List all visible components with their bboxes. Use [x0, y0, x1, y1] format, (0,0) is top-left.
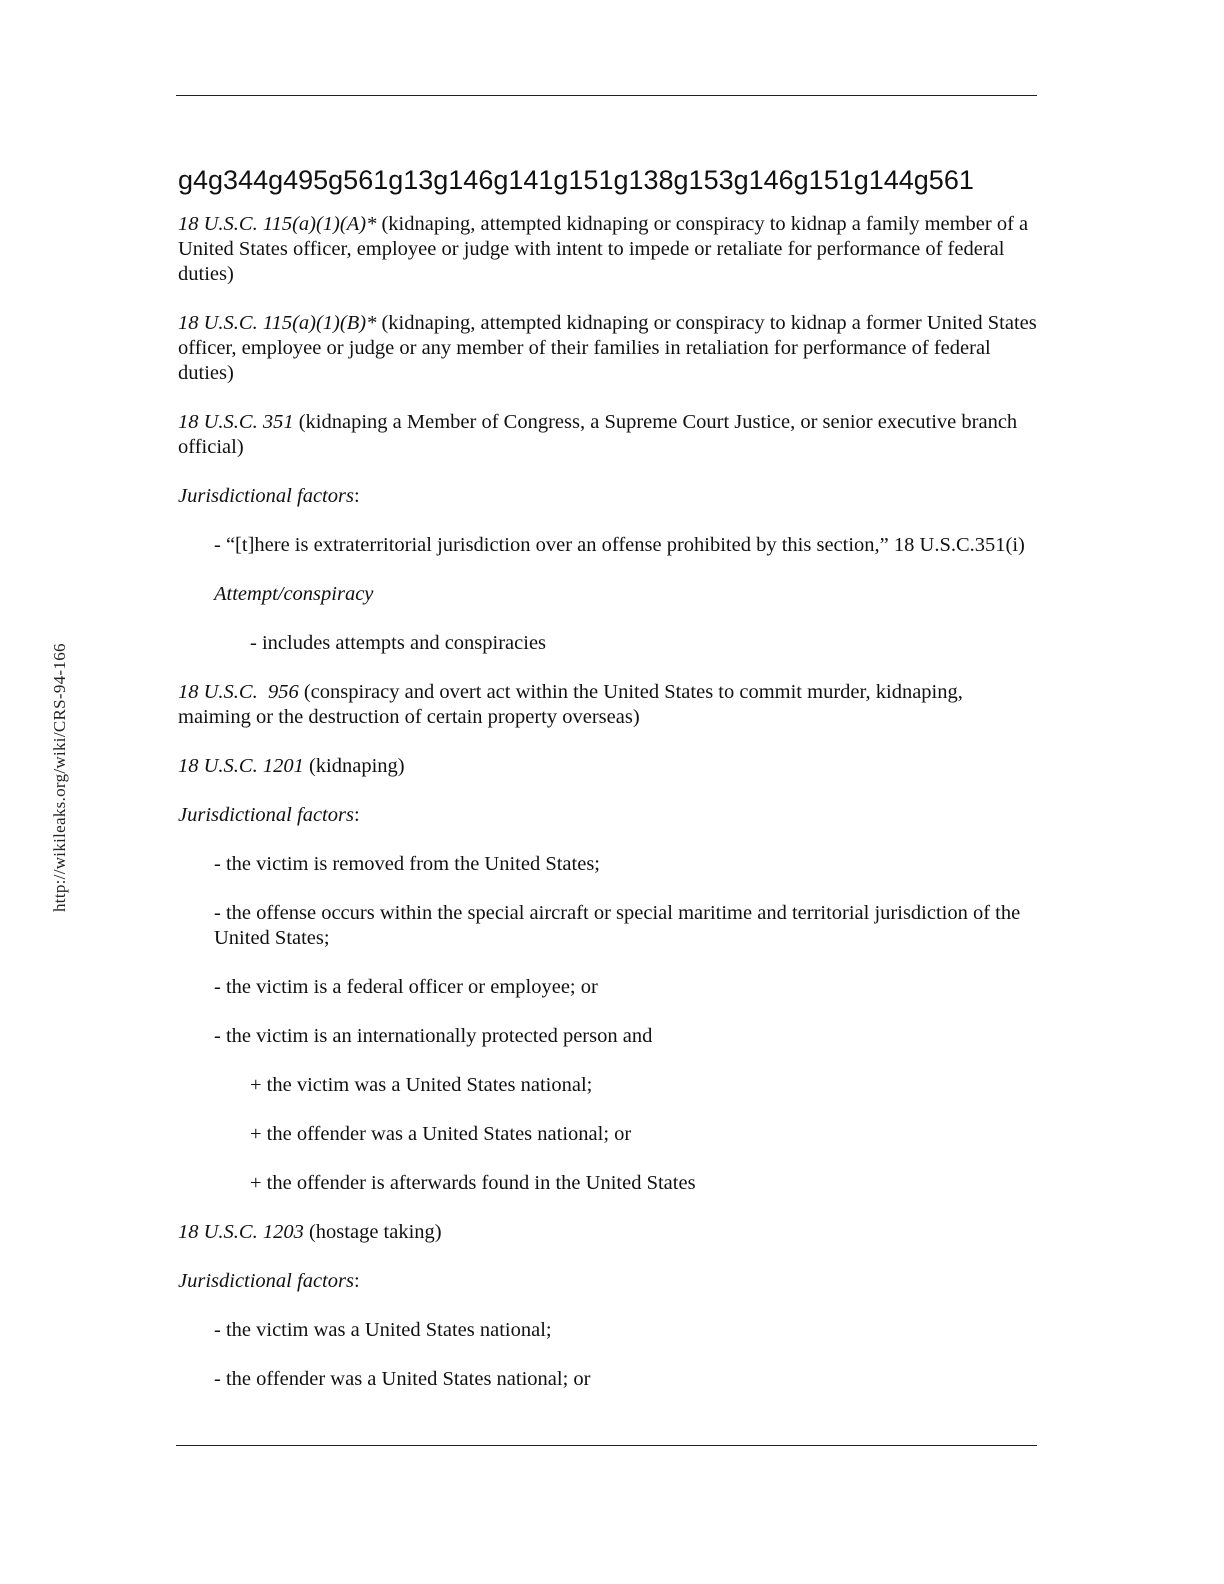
entry-text: (kidnaping, attempted kidnaping or conspiracy to kidnap a family member of a United States officer, employee or judge with intent to impede or retaliate for performance of federal duties) — [178, 213, 1029, 285]
entry-1203 — [178, 1220, 1040, 1245]
attempt-conspiracy-heading — [178, 582, 1040, 607]
list-item: - the victim was a United States national; — [214, 1319, 552, 1341]
citation: 18 U.S.C. 115(a)(1)(A)* — [178, 213, 377, 235]
sub-list-item: + the offender was a United States national; or — [250, 1123, 632, 1145]
page-heading: g4g344g495g561g13g146g141g151g138g153g146g151g144g561 — [178, 165, 974, 195]
entry-1201 — [178, 754, 1040, 779]
sub-list-item: + the victim was a United States national; — [250, 1074, 593, 1096]
list-item: - the offense occurs within the special aircraft or special maritime and territorial jurisdiction of the United States; — [214, 902, 1021, 949]
list-item: - includes attempts and conspiracies — [250, 632, 547, 654]
jf-label: Jurisdictional factors — [178, 804, 354, 826]
jf-label: Jurisdictional factors — [178, 485, 354, 507]
jf-label: Jurisdictional factors — [178, 1270, 354, 1292]
jf-colon: : — [353, 485, 360, 507]
citation: 18 U.S.C. 1201 — [178, 755, 304, 777]
entry-text: (hostage taking) — [303, 1221, 442, 1243]
entry-text: (kidnaping a Member of Congress, a Supreme Court Justice, or senior executive branch official) — [178, 411, 1018, 458]
page-content — [178, 160, 1040, 1392]
list-item: - the victim is removed from the United States; — [214, 853, 600, 875]
jurisdictional-factors-heading — [178, 484, 1040, 509]
entry-956 — [178, 680, 1040, 730]
sub-list-item: + the offender is afterwards found in the United States — [250, 1172, 696, 1194]
list-item: - the victim is an internationally protected person and — [214, 1025, 653, 1047]
list-item: - the offender was a United States national; or — [214, 1368, 591, 1390]
entry-text: (conspiracy and overt act within the United States to commit murder, kidnaping, maiming or the destruction of certain property overseas) — [178, 681, 963, 728]
jurisdictional-factors-heading — [178, 803, 1040, 828]
citation: 18 U.S.C. 351 — [178, 411, 294, 433]
entry-115-a-1-b — [178, 311, 1040, 386]
entry-text: (kidnaping) — [303, 755, 405, 777]
list-item: - “[t]here is extraterritorial jurisdiction over an offense prohibited by this section,” 18 U.S.C.351(i) — [214, 534, 1025, 556]
list-item: - the victim is a federal officer or employee; or — [214, 976, 598, 998]
citation: 18 U.S.C. 956 — [178, 681, 299, 703]
entry-351 — [178, 410, 1040, 460]
citation: 18 U.S.C. 115(a)(1)(B)* — [178, 312, 377, 334]
jf-colon: : — [353, 804, 360, 826]
citation: 18 U.S.C. 1203 — [178, 1221, 304, 1243]
entry-115-a-1-a — [178, 212, 1040, 287]
jf-colon: : — [353, 1270, 360, 1292]
side-url[interactable]: http://wikileaks.org/wiki/CRS-94-166 — [50, 643, 69, 912]
attempt-label: Attempt/conspiracy — [214, 583, 374, 605]
jurisdictional-factors-heading — [178, 1269, 1040, 1294]
top-rule — [176, 95, 1037, 96]
bottom-rule — [176, 1445, 1037, 1446]
entry-text: (kidnaping, attempted kidnaping or conspiracy to kidnap a former United States officer, employee or judge or any member of their families in retaliation for performance of federal duties) — [178, 312, 1037, 384]
